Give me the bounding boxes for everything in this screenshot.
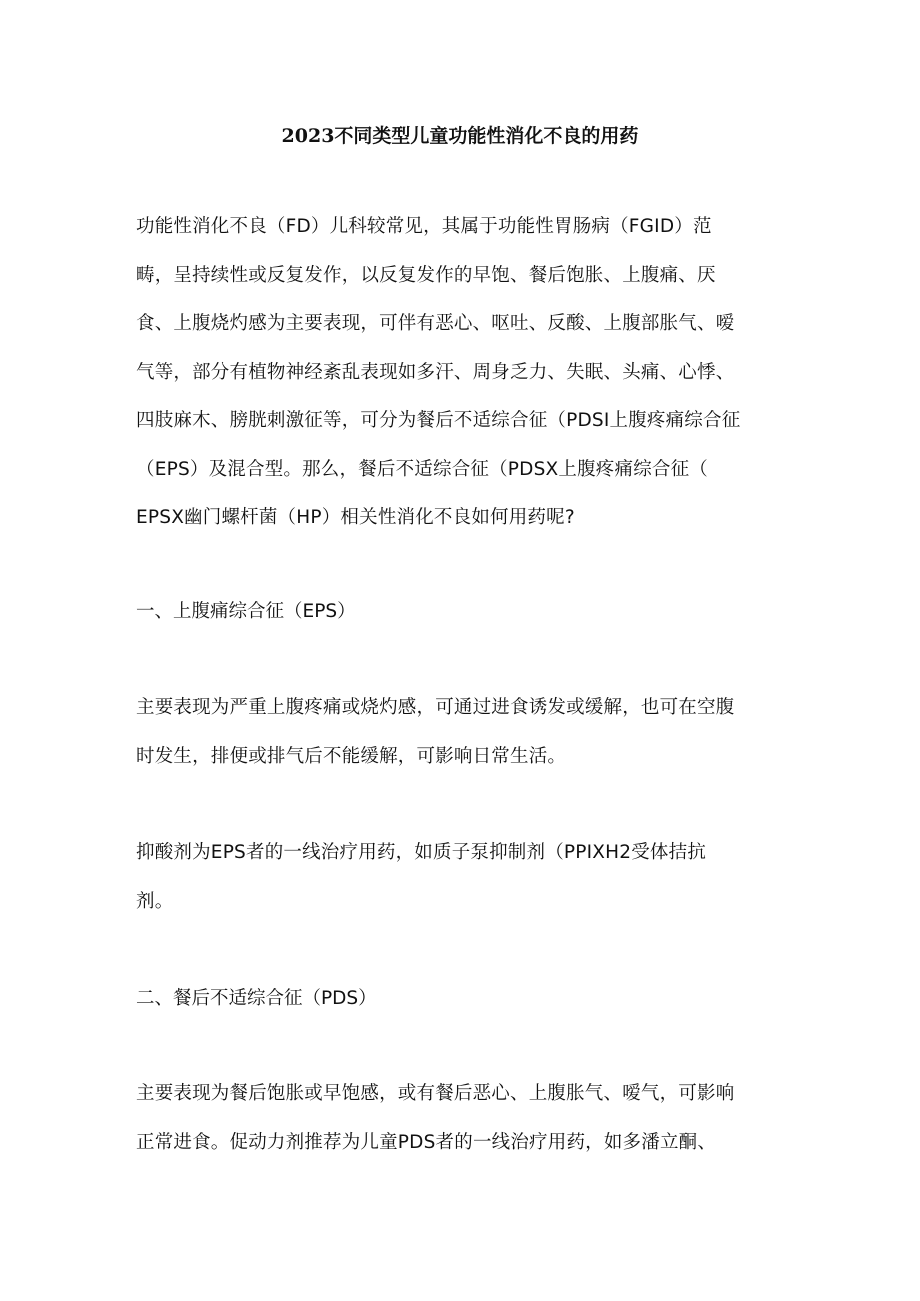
paragraph-line: EPSX幽门螺杆菌（HP）相关性消化不良如何用药呢? bbox=[136, 507, 575, 528]
section-heading-pds: 二、餐后不适综合征（PDS） bbox=[136, 988, 377, 1009]
paragraph-line: 主要表现为餐后饱胀或早饱感，或有餐后恶心、上腹胀气、嗳气，可影响 bbox=[136, 1083, 735, 1104]
paragraph-line: 抑酸剂为EPS者的一线治疗用药，如质子泵抑制剂（PPIXH2受体拮抗 bbox=[136, 842, 707, 863]
section-heading-eps: 一、上腹痛综合征（EPS） bbox=[136, 601, 356, 622]
paragraph-line: 畴，呈持续性或反复发作，以反复发作的早饱、餐后饱胀、上腹痛、厌 bbox=[136, 264, 716, 286]
paragraph-line: （EPS）及混合型。那么，餐后不适综合征（PDSX上腹疼痛综合征（ bbox=[136, 458, 709, 480]
paragraph-line: 食、上腹烧灼感为主要表现，可伴有恶心、呕吐、反酸、上腹部胀气、嗳 bbox=[136, 313, 735, 334]
pds-description-paragraph bbox=[136, 1070, 786, 1167]
intro-paragraph bbox=[136, 203, 786, 543]
eps-description-paragraph bbox=[136, 684, 786, 781]
paragraph-line: 四肢麻木、膀胱刺激征等，可分为餐后不适综合征（PDSI上腹疼痛综合征 bbox=[136, 410, 741, 431]
paragraph-line: 功能性消化不良（FD）儿科较常见，其属于功能性胃肠病（FGID）范 bbox=[136, 216, 712, 237]
eps-treatment-paragraph bbox=[136, 829, 786, 926]
paragraph-line: 主要表现为严重上腹疼痛或烧灼感，可通过进食诱发或缓解，也可在空腹 bbox=[136, 697, 735, 718]
paragraph-line: 气等，部分有植物神经紊乱表现如多汗、周身乏力、失眠、头痛、心悸、 bbox=[136, 361, 735, 383]
paragraph-line: 时发生，排便或排气后不能缓解，可影响日常生活。 bbox=[136, 745, 567, 767]
document-title: 2023不同类型儿童功能性消化不良的用药 bbox=[281, 125, 639, 147]
paragraph-line: 剂。 bbox=[136, 890, 174, 912]
paragraph-line: 正常进食。促动力剂推荐为儿童PDS者的一线治疗用药，如多潘立酮、 bbox=[136, 1131, 717, 1153]
